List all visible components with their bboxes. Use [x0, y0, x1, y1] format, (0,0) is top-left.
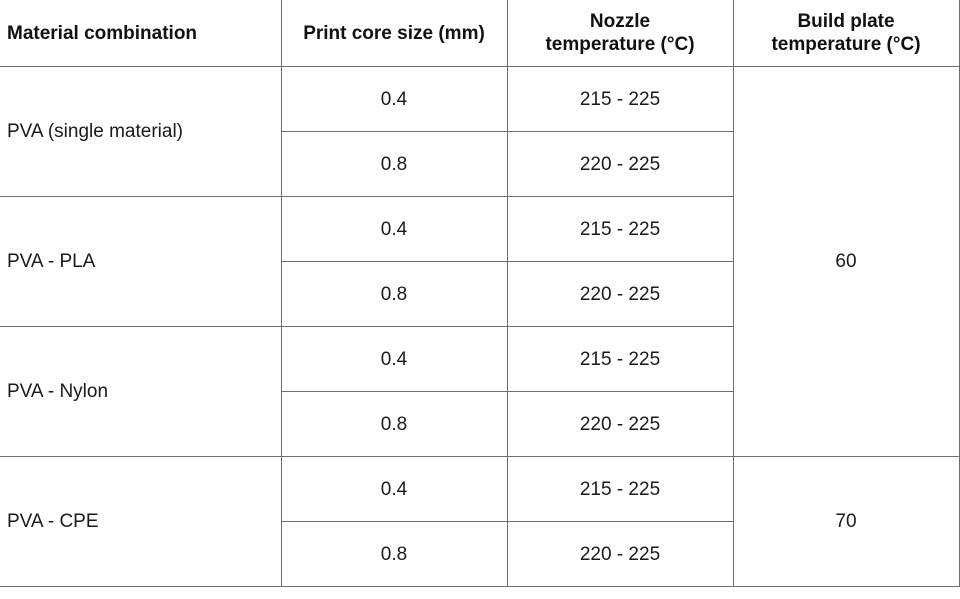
- build-plate-temp-cell: 70: [733, 457, 959, 587]
- nozzle-temp-cell: 215 - 225: [507, 327, 733, 392]
- header-nozzle-line1: Nozzle: [589, 11, 651, 32]
- table-row: [0, 457, 959, 522]
- core-size-cell: 0.4: [281, 327, 507, 392]
- nozzle-temp-cell: 220 - 225: [507, 132, 733, 197]
- material-cell: PVA - PLA: [0, 197, 281, 327]
- build-plate-temp-cell: 60: [733, 67, 959, 457]
- header-nozzle-line2: temperature (°C): [545, 34, 695, 55]
- core-size-cell: 0.8: [281, 522, 507, 587]
- nozzle-temp-cell: 220 - 225: [507, 392, 733, 457]
- header-plate-line2: temperature (°C): [771, 34, 921, 55]
- table-body: [0, 67, 959, 587]
- nozzle-temp-cell: 215 - 225: [507, 67, 733, 132]
- core-size-cell: 0.4: [281, 457, 507, 522]
- material-cell: PVA - Nylon: [0, 327, 281, 457]
- nozzle-temp-cell: 215 - 225: [507, 197, 733, 262]
- header-nozzle-temperature: [507, 0, 733, 67]
- core-size-cell: 0.4: [281, 197, 507, 262]
- header-plate-line1: Build plate: [797, 11, 895, 32]
- nozzle-temp-cell: 220 - 225: [507, 522, 733, 587]
- material-cell: PVA (single material): [0, 67, 281, 197]
- core-size-cell: 0.8: [281, 392, 507, 457]
- table-row: [0, 67, 959, 132]
- header-material: Material combination: [0, 0, 281, 67]
- table-header: [0, 0, 959, 67]
- material-cell: PVA - CPE: [0, 457, 281, 587]
- core-size-cell: 0.8: [281, 132, 507, 197]
- header-core-size: Print core size (mm): [281, 0, 507, 67]
- nozzle-temp-cell: 215 - 225: [507, 457, 733, 522]
- nozzle-temp-cell: 220 - 225: [507, 262, 733, 327]
- core-size-cell: 0.8: [281, 262, 507, 327]
- header-row: [0, 0, 959, 67]
- header-build-plate-temperature: [733, 0, 959, 67]
- core-size-cell: 0.4: [281, 67, 507, 132]
